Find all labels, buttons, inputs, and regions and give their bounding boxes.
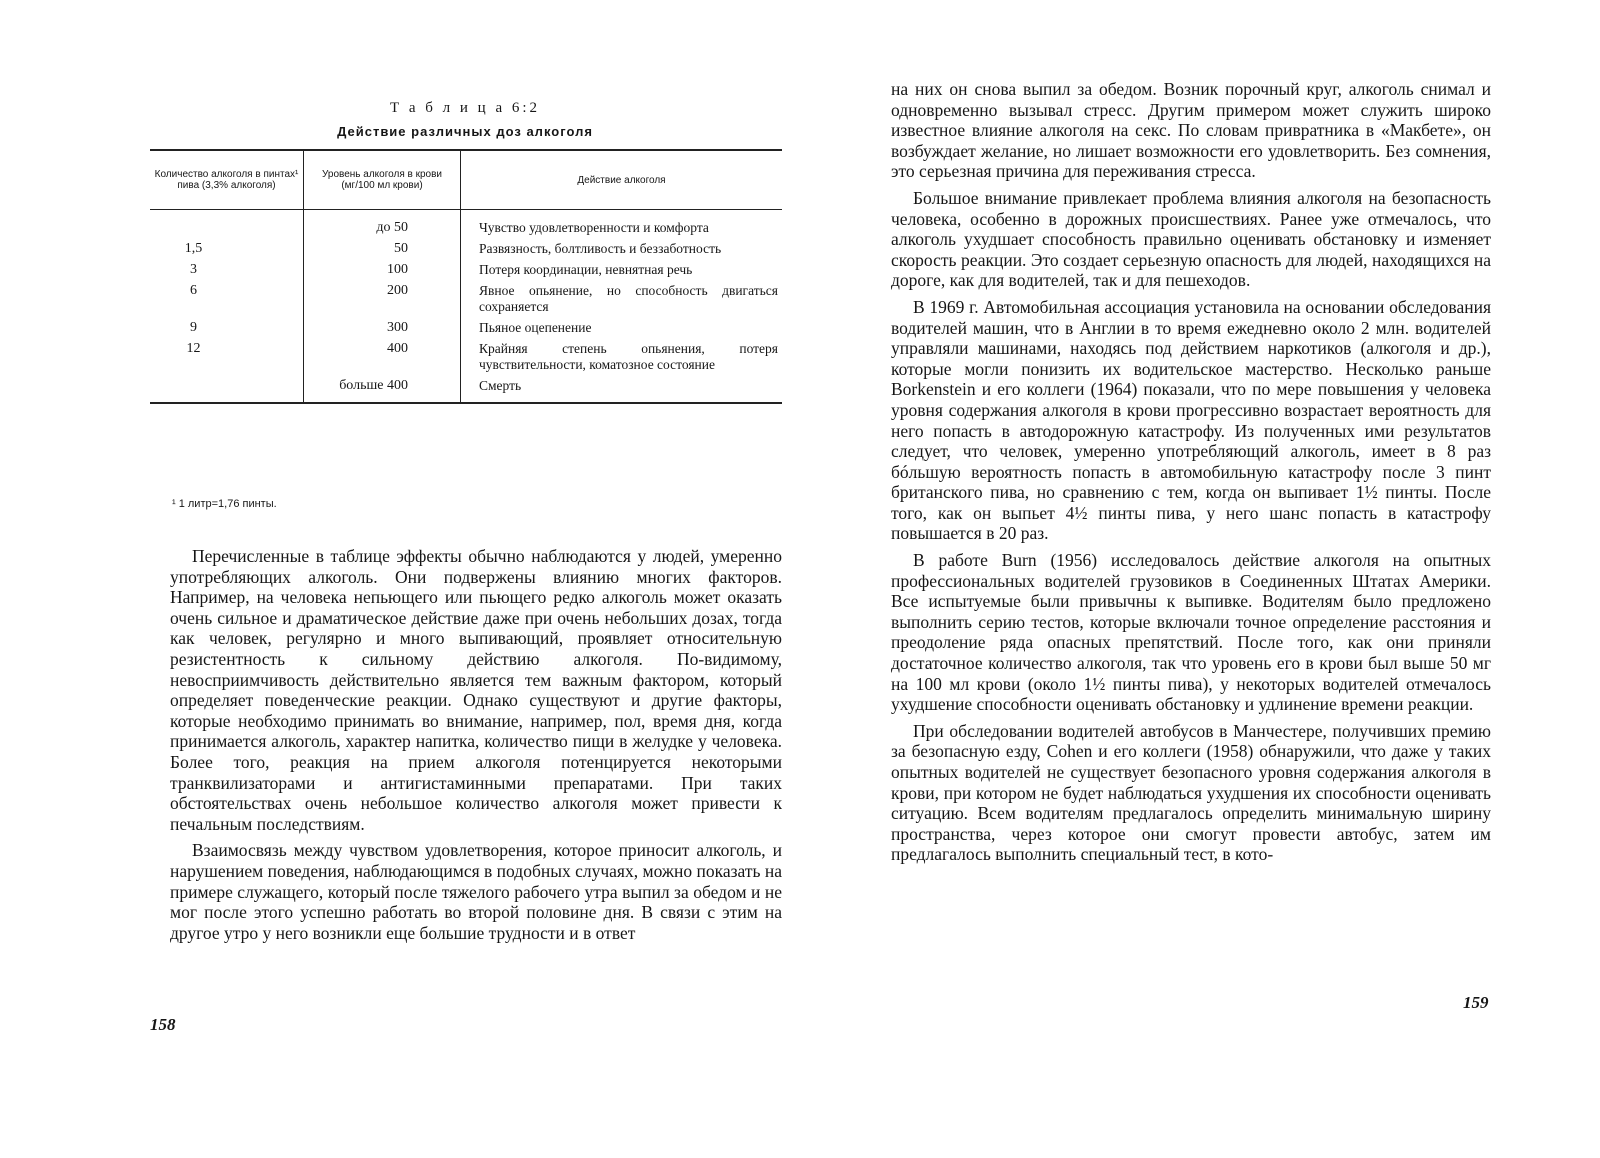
- right-page: [891, 0, 1515, 1158]
- column-header-pints: Количество алкоголя в пинтах¹ пива (3,3% алкоголя): [150, 150, 304, 210]
- table-cell-effect: Крайняя степень опьянения, потеря чувствительности, коматозное состояние: [461, 341, 783, 378]
- table-cell-blood-level: 200: [304, 283, 461, 320]
- table-footnote: ¹ 1 литр=1,76 пинты.: [172, 498, 277, 510]
- paragraph: Большое внимание привлекает проблема влияния алкоголя на безопасность человека, особенно в дорожных происшествиях. Ранее уже отмечалось, что алкоголь ухудшает способность правильно оценивать обстановку и изменяет скорость реакции. Это создает серьезную опасность для людей, находящихся на дороге, как для водителей, так и для пешеходов.: [891, 187, 1491, 291]
- left-body-text: [170, 546, 782, 943]
- table-row: [150, 378, 782, 403]
- paragraph: В 1969 г. Автомобильная ассоциация установила на основании обследования водителей машин, что в Англии в то время ежедневно около 2 млн. водителей управляли машинами, находясь под действием наркотиков (алкоголя и др.), которые могли понизить их водительское мастерство. Несколько раньше Borkenstein и его коллеги (1964) показали, что по мере повышения у человека уровня содержания алкоголя в крови прогрессивно возрастает вероятность для него попасть в автодорожную катастрофу. Из полученных ими результатов следует, что человек, умеренно употребляющий алкоголь, имеет в 8 раз бóльшую вероятность попасть в автомобильную катастрофу после 3 пинт британского пива, но сравнению с тем, когда он выпивает 1½ пинты. После того, как он выпьет 4½ пинты пива, у него шанс попасть в катастрофу повышается в 20 раз.: [891, 296, 1491, 544]
- table-cell-pints: 1,5: [184, 241, 203, 256]
- column-header-effect: Действие алкоголя: [461, 150, 783, 210]
- table-header-row: [150, 150, 782, 210]
- column-header-blood-level: Уровень алкоголя в крови (мг/100 мл крови): [304, 150, 461, 210]
- table-title: Действие различных доз алкоголя: [337, 124, 593, 139]
- table-row: [150, 320, 782, 341]
- table-cell-blood-level: больше 400: [304, 378, 461, 403]
- paragraph: В работе Burn (1956) исследовалось действие алкоголя на опытных профессиональных водителей грузовиков в Соединенных Штатах Америки. Все испытуемые были привычны к выпивке. Водителям было предложено выполнить серию тестов, которые включали точное определение расстояния и преодоление ряда опасных препятствий. После того, как они приняли достаточное количество алкоголя, так что уровень его в крови был выше 50 мг на 100 мл крови (около 1½ пинты пива), у некоторых водителей отмечалось ухудшение способности оценивать обстановку и удлинение времени реакции.: [891, 550, 1491, 715]
- table-cell-effect: Потеря координации, невнятная речь: [461, 262, 783, 283]
- doses-table: [150, 149, 782, 404]
- table-cell-blood-level: 100: [304, 262, 461, 283]
- table-cell-blood-level: 400: [304, 341, 461, 378]
- table-cell-blood-level: до 50: [304, 210, 461, 242]
- paragraph: на них он снова выпил за обедом. Возник порочный круг, алкоголь снимал и одновременно вызывал стресс. Другим примером может служить широко известное влияние алкоголя на секс. По словам привратника в «Макбете», он возбуждает желание, но лишает возможности его удовлетворить. Без сомнения, это серьезная причина для переживания стресса.: [891, 79, 1491, 182]
- table-cell-effect: Пьяное оцепенение: [461, 320, 783, 341]
- table-cell-pints: 9: [190, 320, 197, 335]
- table-cell-effect: Чувство удовлетворенности и комфорта: [461, 210, 783, 242]
- table-row: [150, 262, 782, 283]
- table-row: [150, 283, 782, 320]
- table-cell-blood-level: 50: [304, 241, 461, 262]
- paragraph: Взаимосвязь между чувством удовлетворения, которое приносит алкоголь, и нарушением поведения, наблюдающимся в подобных случаях, можно показать на примере служащего, который после тяжелого рабочего утра выпил за обедом и не мог после этого успешно работать во второй половине дня. В связи с этим на другое утро у него возникли еще большие трудности и в ответ: [170, 840, 782, 943]
- table-label: Т а б л и ц а 6:2: [389, 100, 541, 116]
- right-body-text: [891, 79, 1491, 865]
- left-page: [150, 0, 780, 1158]
- table-cell-pints: 12: [186, 341, 201, 356]
- page-number: 159: [1463, 993, 1489, 1012]
- paragraph: При обследовании водителей автобусов в Манчестере, получивших премию за безопасную езду, Cohen и его коллеги (1958) обнаружили, что даже у таких опытных водителей не существует безопасного уровня содержания алкоголя в крови, при котором не будет наблюдаться ухудшения их способности оценивать ситуацию. Всем водителям предлагалось определить минимальную ширину пространства, через которое они смогут провести автобус, затем им предлагалось выполнить специальный тест, в кото-: [891, 720, 1491, 865]
- table-row: [150, 241, 782, 262]
- table-cell-pints: 3: [190, 262, 197, 277]
- paragraph: Перечисленные в таблице эффекты обычно наблюдаются у людей, умеренно употребляющих алкоголь. Они подвержены влиянию многих факторов. Например, на человека непьющего или пьющего редко алкоголь может оказать очень сильное и драматическое действие даже при очень небольших дозах, тогда как человек, регулярно и много выпивающий, проявляет относительную резистентность к сильному действию алкоголя. По-видимому, невосприимчивость действительно является тем важным фактором, который определяет поведенческие реакции. Однако существуют и другие факторы, которые необходимо принимать во внимание, например, пол, время дня, когда принимается алкоголь, характер напитка, количество пищи в желудке у человека. Более того, реакция на прием алкоголя потенцируется некоторыми транквилизаторами и антигистаминными препаратами. При таких обстоятельствах очень небольшое количество алкоголя может привести к печальным последствиям.: [170, 546, 782, 834]
- table-cell-effect: Развязность, болтливость и беззаботность: [461, 241, 783, 262]
- table-cell-effect: Смерть: [461, 378, 783, 403]
- table-row: [150, 341, 782, 378]
- page-number: 158: [150, 1015, 176, 1034]
- table-cell-pints: [150, 378, 304, 403]
- table-cell-blood-level: 300: [304, 320, 461, 341]
- table-cell-pints: 6: [190, 283, 197, 298]
- table-cell-effect: Явное опьянение, но способность двигаться сохраняется: [461, 283, 783, 320]
- table-row: [150, 210, 782, 242]
- table-cell-pints: [150, 210, 304, 242]
